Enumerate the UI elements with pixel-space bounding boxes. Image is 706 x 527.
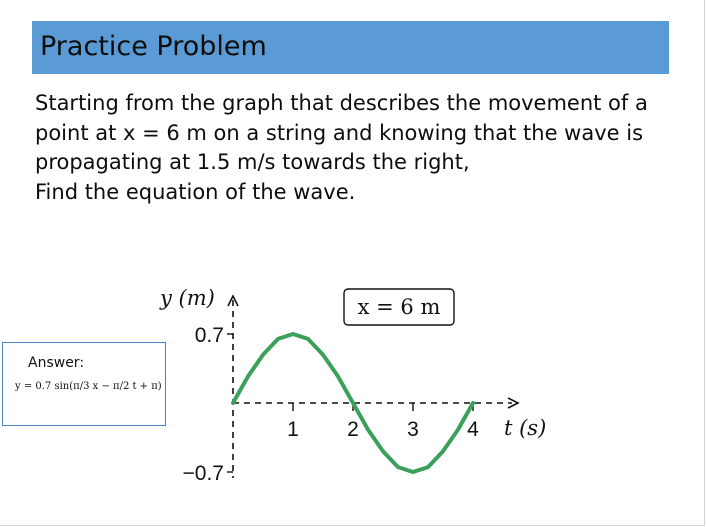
problem-line: Find the equation of the wave.	[35, 179, 356, 204]
x-tick-label: 2	[347, 418, 359, 441]
problem-line: propagating at 1.5 m/s towards the right,	[35, 150, 470, 174]
answer-label: Answer:	[28, 355, 85, 371]
x-axis-label: t (s)	[504, 416, 547, 440]
y-axis	[228, 296, 238, 478]
y-tick-label: −0.7	[182, 462, 224, 485]
x-axis	[233, 398, 518, 408]
answer-equation: y = 0.7 sin(π/3 x − π/2 t + π)	[15, 381, 162, 392]
slide-title: Practice Problem	[32, 21, 669, 74]
problem-line: point at x = 6 m on a string and knowing that the wave is	[35, 120, 644, 145]
y-tick-label: 0.7	[194, 324, 224, 347]
x-tick-label: 1	[287, 418, 299, 441]
position-annotation-text: x = 6 m	[357, 295, 441, 319]
x-tick-label: 4	[467, 418, 479, 441]
y-axis-label: y (m)	[160, 286, 215, 310]
problem-line: Starting from the graph that describes the movement of a	[35, 91, 648, 115]
position-annotation	[344, 289, 454, 325]
x-tick-label: 3	[407, 418, 419, 441]
